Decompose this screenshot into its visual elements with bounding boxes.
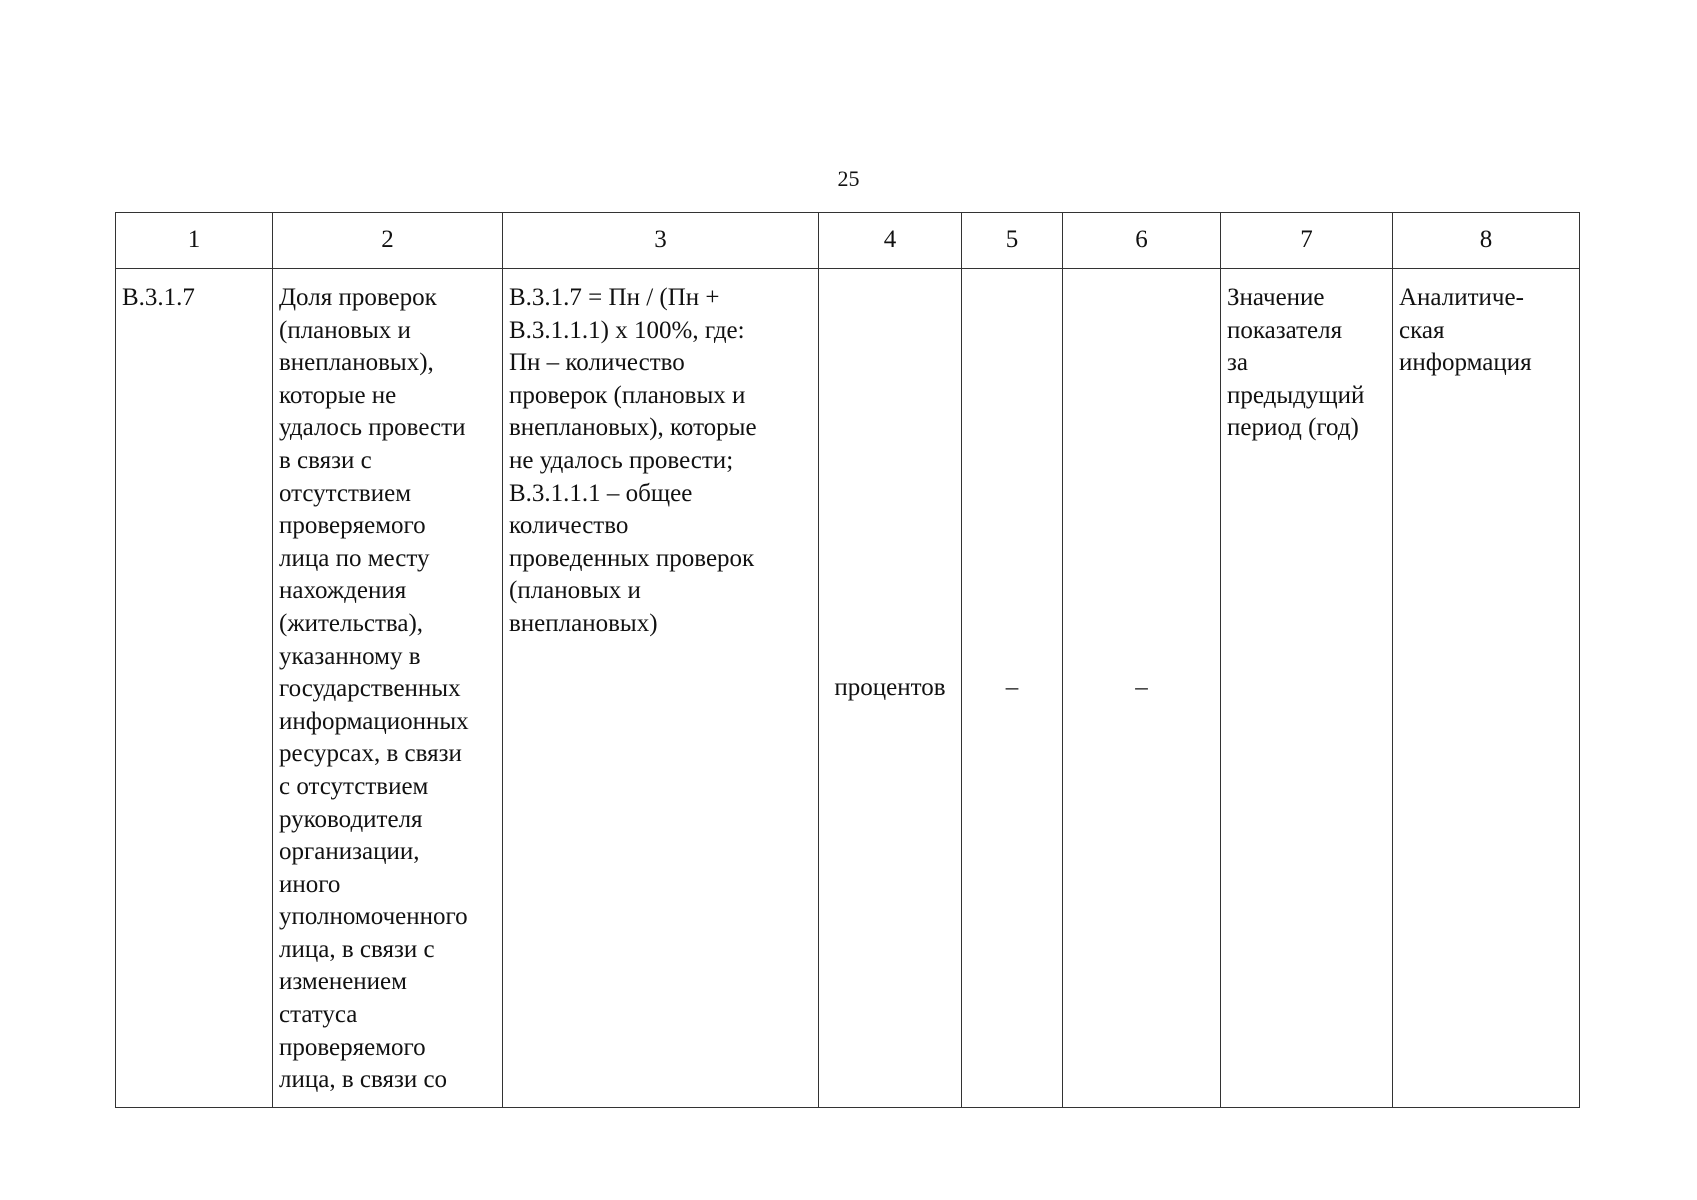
description-line: государственных — [279, 675, 461, 703]
description-line: в связи с — [279, 446, 372, 474]
column-header-3: 3 — [503, 213, 819, 269]
formula-line: внеплановых) — [509, 609, 658, 637]
table-row — [116, 269, 1580, 1108]
baseline-line: период (год) — [1227, 414, 1359, 442]
baseline-line: предыдущий — [1227, 381, 1365, 409]
column-header-2: 2 — [273, 213, 503, 269]
formula-line: В.3.1.7 = Пн / (Пн + — [509, 284, 720, 311]
indicator-source — [1393, 269, 1580, 1108]
description-line: (плановых и — [279, 316, 411, 344]
description-line: проверяемого — [279, 1033, 426, 1061]
indicator-description — [273, 269, 503, 1108]
indicator-col5-dash: – — [962, 269, 1063, 1108]
column-header-6: 6 — [1063, 213, 1221, 269]
formula-line: количество — [509, 512, 629, 540]
description-line: организации, — [279, 838, 420, 866]
source-line: информация — [1399, 349, 1532, 377]
description-line: отсутствием — [279, 479, 412, 507]
description-line: удалось провести — [279, 414, 466, 442]
column-header-8: 8 — [1393, 213, 1580, 269]
formula-line: В.3.1.1.1) х 100%, где: — [509, 316, 745, 344]
description-line: нахождения — [279, 577, 407, 605]
baseline-line: за — [1227, 349, 1248, 377]
column-header-1: 1 — [116, 213, 273, 269]
source-line: Аналитиче- — [1399, 284, 1524, 311]
formula-line: проведенных проверок — [509, 544, 755, 572]
formula-line: Пн – количество — [509, 349, 685, 377]
baseline-line: показателя — [1227, 316, 1343, 344]
column-header-7: 7 — [1221, 213, 1393, 269]
formula-line: (плановых и — [509, 577, 641, 605]
baseline-line: Значение — [1227, 284, 1325, 311]
description-line: информационных — [279, 707, 469, 735]
description-line: проверяемого — [279, 512, 426, 540]
description-line: внеплановых), — [279, 349, 434, 377]
description-line: ресурсах, в связи — [279, 740, 462, 768]
indicator-baseline — [1221, 269, 1393, 1108]
indicator-code: В.3.1.7 — [116, 269, 273, 1108]
indicator-col6-dash: – — [1063, 269, 1221, 1108]
description-line: лица по месту — [279, 544, 430, 572]
description-line: изменением — [279, 968, 407, 996]
description-line: Доля проверок — [279, 284, 437, 311]
description-line: которые не — [279, 381, 397, 409]
description-line: лица, в связи с — [279, 935, 435, 963]
description-line: статуса — [279, 1001, 358, 1029]
indicator-table — [115, 212, 1580, 1108]
column-header-5: 5 — [962, 213, 1063, 269]
formula-line: проверок (плановых и — [509, 381, 746, 409]
indicator-formula — [503, 269, 819, 1108]
formula-line: В.3.1.1.1 – общее — [509, 479, 693, 507]
page-number: 25 — [837, 166, 860, 191]
column-header-4: 4 — [819, 213, 962, 269]
description-line: с отсутствием — [279, 772, 429, 800]
description-line: лица, в связи со — [279, 1066, 448, 1094]
description-line: указанному в — [279, 642, 421, 670]
formula-line: не удалось провести; — [509, 446, 734, 474]
source-line: ская — [1399, 316, 1445, 344]
indicator-unit: процентов — [819, 269, 962, 1108]
table-header-row — [116, 213, 1580, 269]
description-line: иного — [279, 870, 341, 898]
description-line: (жительства), — [279, 609, 424, 637]
description-line: руководителя — [279, 805, 423, 833]
description-line: уполномоченного — [279, 903, 468, 931]
formula-line: внеплановых), которые — [509, 414, 757, 442]
